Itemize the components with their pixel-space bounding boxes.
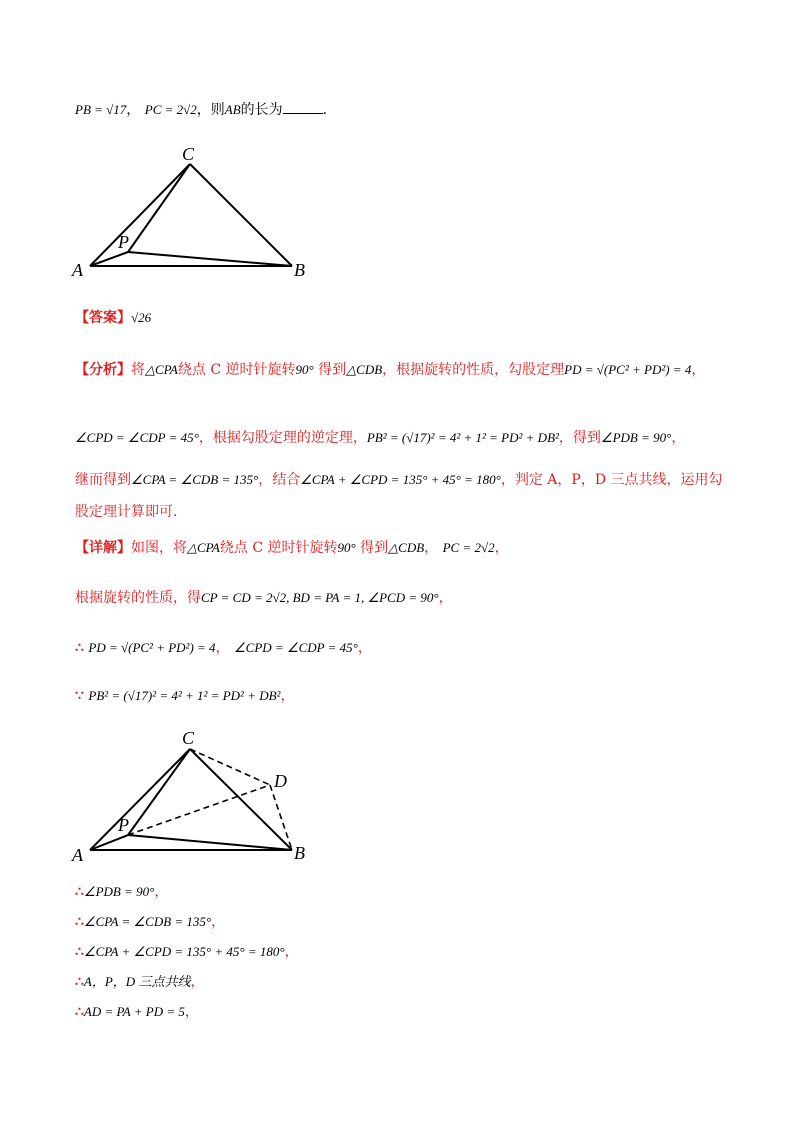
analysis-line-1: 【分析】将△CPA绕点 C 逆时针旋转90° 得到△CDB，根据旋转的性质，勾股定理PD = √(PC² + PD²) = 4， xyxy=(75,362,706,378)
ab-expression: AB xyxy=(224,102,241,117)
answer-value: √26 xyxy=(131,310,152,325)
label-b: B xyxy=(294,260,305,280)
label-c: C xyxy=(182,144,195,164)
label-p: P xyxy=(118,815,129,835)
detail-line-4: ∵ PB² = (√17)² = 4² + 1² = PD² + DB²， xyxy=(75,688,295,704)
label-p: P xyxy=(118,232,129,252)
figure-triangle-2 xyxy=(60,725,330,870)
analysis-tag: 【分析】 xyxy=(75,362,131,378)
detail-line-2: 根据旋转的性质，得CP = CD = 2√2, BD = PA = 1, ∠PCD = 90°， xyxy=(75,590,453,606)
question-line: PB = √17， PC = 2√2，则AB的长为 . xyxy=(75,102,328,118)
label-a: A xyxy=(72,845,83,865)
detail-line-3: ∴ PD = √(PC² + PD²) = 4， ∠CPD = ∠CDP = 45°， xyxy=(75,640,372,656)
answer-blank xyxy=(283,101,323,114)
detail-line-1: 【详解】如图，将△CPA绕点 C 逆时针旋转90° 得到△CDB， PC = 2√2， xyxy=(75,540,509,556)
label-b: B xyxy=(294,843,305,863)
answer-tag: 【答案】 xyxy=(75,310,131,326)
label-c: C xyxy=(182,728,195,748)
analysis-line-3: 继而得到∠CPA = ∠CDB = 135°，结合∠CPA + ∠CPD = 135° + 45° = 180°，判定 A，P，D 三点共线，运用勾 xyxy=(75,472,723,488)
analysis-line-2: ∠CPD = ∠CDP = 45°，根据勾股定理的逆定理，PB² = (√17)² = 4² + 1² = PD² + DB²，得到∠PDB = 90°， xyxy=(75,430,686,446)
analysis-line-4: 股定理计算即可. xyxy=(75,504,178,520)
label-a: A xyxy=(72,260,83,280)
conclusion-1: ∴∠PDB = 90°， xyxy=(75,884,169,900)
answer-line xyxy=(75,308,151,328)
figure-triangle-1 xyxy=(60,140,320,280)
conclusion-2: ∴∠CPA = ∠CDB = 135°， xyxy=(75,914,226,930)
pb-expression: PB = √17 xyxy=(75,102,127,117)
conclusion-4: ∴A，P，D 三点共线， xyxy=(75,974,205,990)
detail-tag: 【详解】 xyxy=(75,540,131,556)
conclusion-5: ∴AD = PA + PD = 5， xyxy=(75,1004,199,1020)
label-d: D xyxy=(274,771,287,791)
pc-expression: PC = 2√2 xyxy=(144,102,197,117)
conclusion-3: ∴∠CPA + ∠CPD = 135° + 45° = 180°， xyxy=(75,944,299,960)
